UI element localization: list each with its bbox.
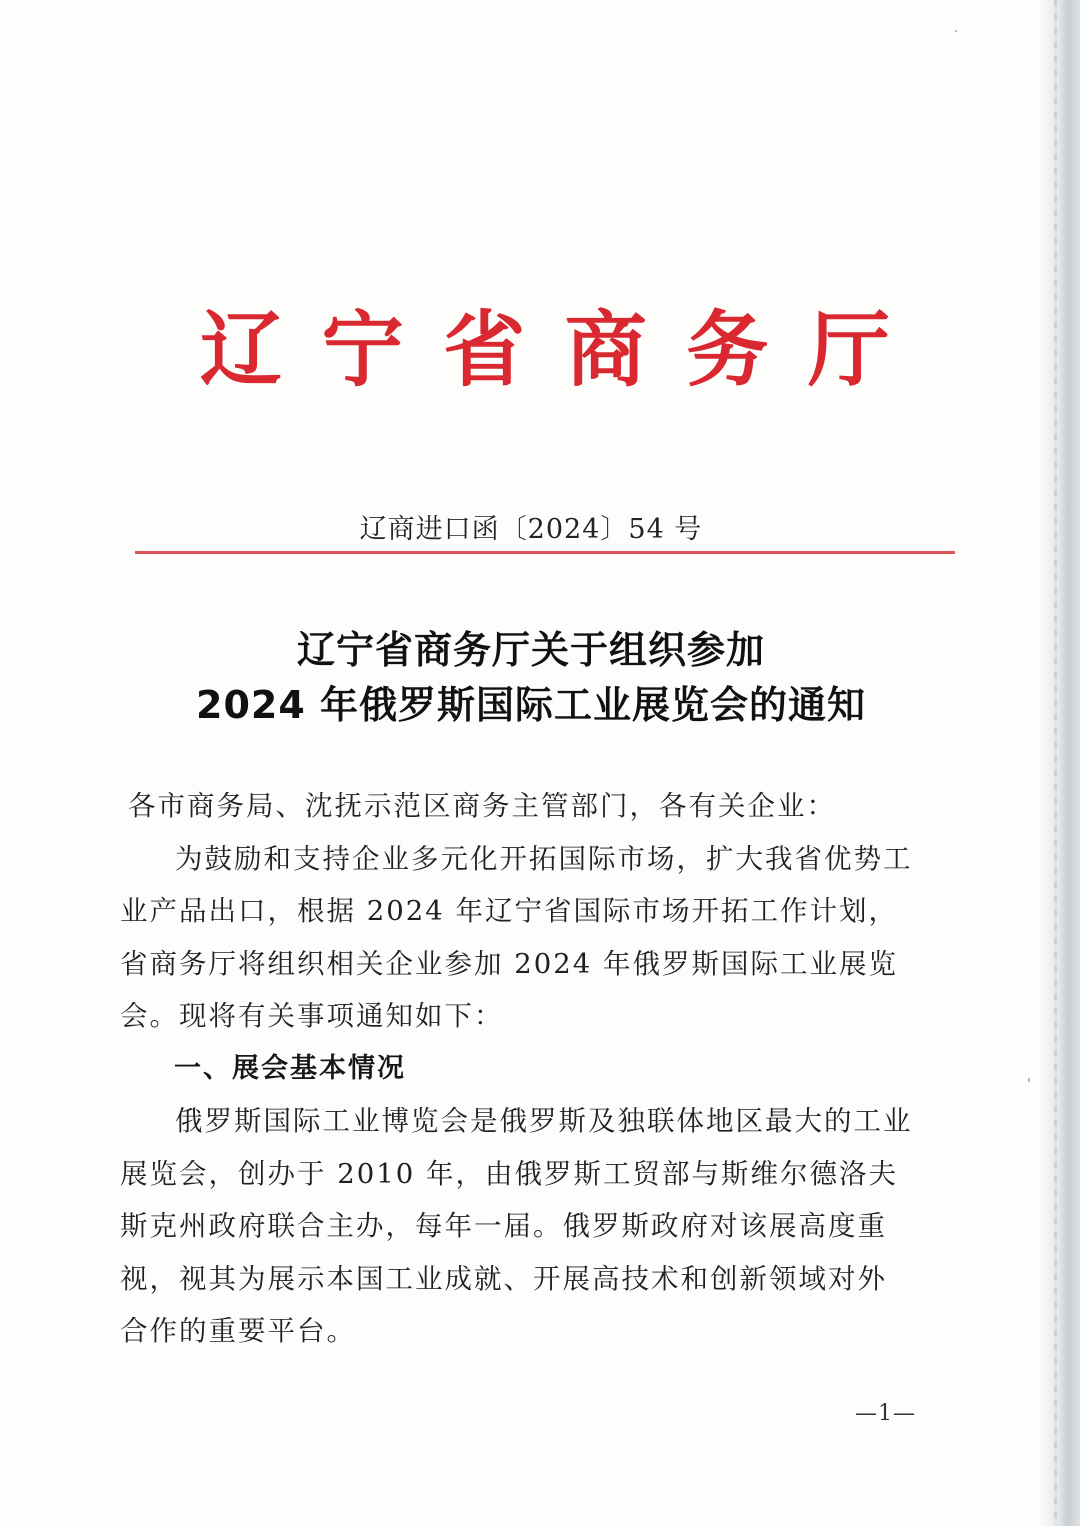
masthead-issuer <box>200 300 890 400</box>
masthead-char: 务 <box>686 302 769 398</box>
salutation: 各市商务局、沈抚示范区商务主管部门，各有关企业： <box>128 790 836 822</box>
masthead-char: 辽 <box>200 302 283 398</box>
document-number: 辽商进口函〔2024〕54 号 <box>359 514 703 545</box>
masthead-char: 厅 <box>807 302 890 398</box>
document-body <box>120 780 915 1358</box>
paragraph-exhibition-info: 俄罗斯国际工业博览会是俄罗斯及独联体地区最大的工业展览会，创办于 2010 年，由俄罗斯工贸部与斯维尔德洛夫斯克州政府联合主办，每年一届。俄罗斯政府对该展高度重视，视其为展示本国工业成就、开展高技术和创新领域对外合作的重要平台。 <box>120 1105 913 1347</box>
page-number: —1— <box>855 1401 916 1426</box>
red-divider-rule <box>135 551 955 554</box>
document-title-line-2: 2024 年俄罗斯国际工业展览会的通知 <box>196 683 866 727</box>
masthead-char: 宁 <box>321 302 404 398</box>
scan-edge-shadow <box>1040 0 1080 1526</box>
masthead-char: 商 <box>564 302 647 398</box>
section-heading-1: 一、展会基本情况 <box>174 1052 406 1084</box>
scan-speck <box>955 30 957 32</box>
scan-speck <box>1028 1078 1030 1082</box>
document-title-line-1: 辽宁省商务厅关于组织参加 <box>296 628 765 672</box>
paragraph-intro: 为鼓励和支持企业多元化开拓国际市场，扩大我省优势工业产品出口，根据 2024 年辽宁省国际市场开拓工作计划，省商务厅将组织相关企业参加 2024 年俄罗斯国际工业展览会。现将有关事项通知如下： <box>120 842 913 1032</box>
masthead-char: 省 <box>443 302 526 398</box>
